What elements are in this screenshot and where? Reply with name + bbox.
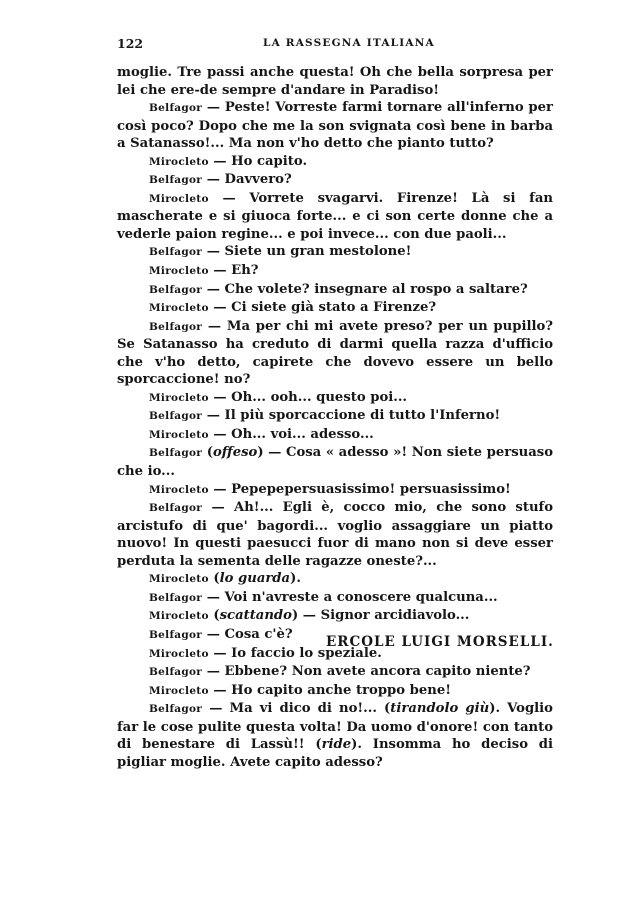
speaker-name: Belfagor (149, 703, 203, 716)
line-text: Ci siete già stato a Firenze? (231, 300, 437, 316)
stage-direction: lo guarda (219, 571, 291, 587)
body-text (117, 64, 553, 771)
line-text: Oh... ooh... questo poi... (231, 389, 408, 405)
speaker-name: Mirocleto (149, 265, 209, 278)
line-text: Voi n'avreste a conoscere qualcuna... (224, 589, 498, 605)
speaker-name: Mirocleto (149, 647, 209, 660)
dialogue-line: Belfagor — Peste! Vorreste farmi tornare all'inferno per così poco? Dopo che me la son svignata così bene in barba a Satanasso!... Ma non v'ho detto che pianto tutto? (117, 100, 553, 152)
dialogue-line: Mirocleto — Oh... voi... adesso... (149, 426, 374, 442)
page-header (117, 36, 553, 52)
speaker-name: Belfagor (149, 283, 203, 296)
dialogue-line: Mirocleto — Pepepepersuasissimo! persuasissimo! (149, 481, 511, 497)
line-text: Vorrete svagarvi. Firenze! Là si fan mascherate e si giuoca forte... e ci son certe donne che a vederle paion regine... e poi invece... con due paoli... (117, 190, 553, 242)
speaker-name: Belfagor (149, 447, 203, 460)
dialogue-line: Mirocleto (lo guarda). (149, 571, 301, 587)
dialogue-line: Mirocleto — Ho capito. (149, 153, 308, 169)
line-text: Cosa c'è? (224, 626, 293, 642)
stage-direction: tirandolo giù (390, 701, 490, 717)
author-signature: ERCOLE LUIGI MORSELLI. (326, 634, 554, 650)
running-head: LA RASSEGNA ITALIANA (263, 37, 435, 49)
dialogue-line: Belfagor — Ah!... Egli è, cocco mio, che sono stufo arcistufo di que' bagordi... voglio assaggiare un piatto nuovo! In questi paesucci fuor di mano non si deve esser perduta la sementa delle ragazze oneste?... (117, 500, 553, 569)
text-line: moglie. Tre passi anche questa! Oh che bella sorpresa per lei che ere-de sempre d'andare in Paradiso! (117, 65, 553, 98)
dialogue-line: Mirocleto — Ci siete già stato a Firenze? (149, 300, 437, 316)
speaker-name: Belfagor (149, 410, 203, 423)
dialogue-line: Mirocleto — Vorrete svagarvi. Firenze! Là si fan mascherate e si giuoca forte... e ci son certe donne che a vederle paion regine... e poi invece... con due paoli... (117, 190, 553, 242)
line-text: Davvero? (224, 172, 292, 188)
speaker-name: Belfagor (149, 666, 203, 679)
line-text: Che volete? insegnare al rospo a saltare? (224, 281, 528, 297)
dialogue-line: Belfagor — Ebbene? Non avete ancora capito niente? (149, 664, 531, 680)
dialogue-line: Belfagor — Il più sporcaccione di tutto l'Inferno! (149, 408, 501, 424)
line-text: Ah!... Egli è, cocco mio, che sono stufo arcistufo di que' bagordi... voglio assaggiare un piatto nuovo! In questi paesucci fuor di mano non si deve esser perduta la sementa delle ragazze oneste?... (117, 500, 553, 569)
line-text: Ho capito. (231, 153, 308, 169)
speaker-name: Mirocleto (149, 428, 209, 441)
dialogue-line: Belfagor — Ma vi dico di no!... (tirandolo giù). Voglio far le cose pulite questa volta! Da uomo d'onore! con tanto di benestare di Lassù!! (ride). Insomma ho deciso di pigliar moglie. Avete capito adesso? (117, 701, 553, 770)
paragraph (117, 64, 553, 99)
speaker-name: Belfagor (149, 174, 203, 187)
line-text: Signor arcidiavolo... (320, 608, 470, 624)
speaker-name: Belfagor (149, 628, 203, 641)
stage-direction: scattando (219, 608, 292, 624)
dialogue-line: Belfagor — Che volete? insegnare al rospo a saltare? (149, 281, 528, 297)
speaker-name: Mirocleto (149, 483, 209, 496)
dialogue-line: Belfagor — Siete un gran mestolone! (149, 244, 412, 260)
dialogue-line: Mirocleto (scattando) — Signor arcidiavolo... (149, 608, 470, 624)
line-text: Ma per chi mi avete preso? per un pupillo? Se Satanasso ha creduto di darmi quella razza d'ufficio che v'ho detto, capirete che dovevo essere un bello sporcaccione! no? (117, 318, 553, 388)
dialogue-line: Mirocleto — Oh... ooh... questo poi... (149, 389, 408, 405)
speaker-name: Mirocleto (149, 684, 209, 697)
line-text: Insomma ho deciso di pigliar moglie. Avete capito adesso? (117, 737, 553, 770)
dialogue-line: Belfagor — Voi n'avreste a conoscere qualcuna... (149, 589, 498, 605)
line-text: Pepepepersuasissimo! persuasissimo! (231, 481, 511, 497)
line-text: Siete un gran mestolone! (224, 244, 412, 260)
page-number: 122 (117, 36, 144, 51)
stage-direction: ride (321, 737, 352, 753)
speaker-name: Belfagor (149, 246, 203, 259)
line-text: Peste! Vorreste farmi tornare all'inferno per così poco? Dopo che me la son svignata così bene in barba a Satanasso!... Ma non v'ho detto che pianto tutto? (117, 100, 553, 152)
dialogue-line: Belfagor — Davvero? (149, 172, 292, 188)
line-text: Ho capito anche troppo bene! (231, 682, 452, 698)
dialogue-line: Mirocleto — Ho capito anche troppo bene! (149, 682, 452, 698)
line-text: Eh? (231, 263, 259, 279)
speaker-name: Belfagor (149, 102, 203, 115)
line-text: Io faccio lo speziale. (231, 645, 382, 661)
speaker-name: Mirocleto (149, 391, 209, 404)
speaker-name: Belfagor (149, 502, 203, 515)
line-text: Oh... voi... adesso... (231, 426, 374, 442)
speaker-name: Mirocleto (149, 610, 209, 623)
dialogue-line: Mirocleto — Eh? (149, 263, 259, 279)
line-text: Il più sporcaccione di tutto l'Inferno! (224, 408, 501, 424)
speaker-name: Belfagor (149, 320, 203, 333)
stage-direction: offeso (213, 445, 258, 461)
speaker-name: Belfagor (149, 591, 203, 604)
speaker-name: Mirocleto (149, 155, 209, 168)
line-text: Ma vi dico di no!... (229, 701, 377, 717)
line-text: Voglio far le cose pulite questa volta! Da uomo d'onore! con tanto di benestare di Lassù!! (117, 701, 553, 753)
speaker-name: Mirocleto (149, 192, 209, 205)
dialogue-line: Belfagor (offeso) — Cosa « adesso »! Non siete persuaso che io... (117, 445, 553, 480)
dialogue-line: Belfagor — Cosa c'è? (149, 626, 293, 642)
dialogue-line: Mirocleto — Io faccio lo speziale. (149, 645, 382, 661)
line-text: Cosa « adesso »! Non siete persuaso che io... (117, 445, 553, 480)
speaker-name: Mirocleto (149, 573, 209, 586)
speaker-name: Mirocleto (149, 302, 209, 315)
line-text: Ebbene? Non avete ancora capito niente? (224, 664, 531, 680)
dialogue-line: Belfagor — Ma per chi mi avete preso? per un pupillo? Se Satanasso ha creduto di darmi quella razza d'ufficio che v'ho detto, capirete che dovevo essere un bello sporcaccione! no? (117, 318, 553, 388)
